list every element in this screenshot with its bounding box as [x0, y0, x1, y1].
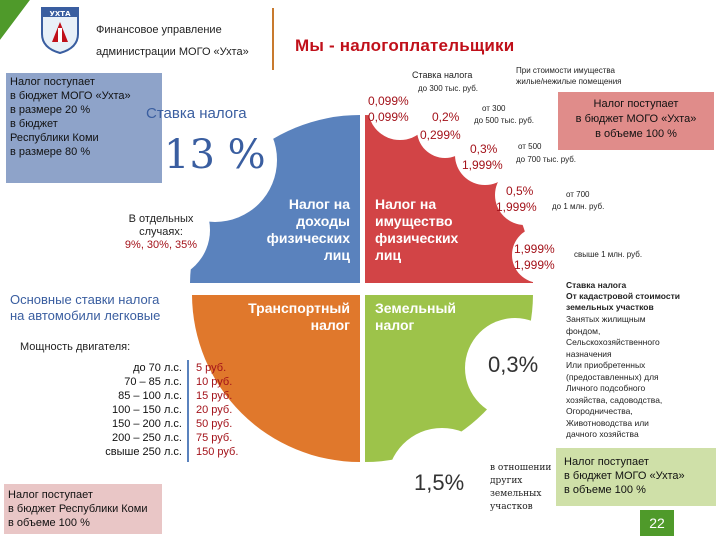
label-line: налог — [375, 317, 415, 333]
caption-line: Ставка налога — [566, 280, 627, 290]
detail-line: Личного подсобного — [566, 383, 646, 393]
tier-range: до 700 тыс. руб. — [516, 155, 577, 164]
tax-rate: 20 руб. — [196, 404, 233, 416]
tier-rate: 1,999% — [462, 158, 503, 172]
caption-line: земельных участков — [566, 302, 654, 312]
engine-power: 200 – 250 л.с. — [111, 432, 182, 444]
special-line: случаях: — [139, 226, 183, 238]
other-line: земельных — [490, 489, 542, 499]
label-line: лиц — [375, 247, 402, 263]
engine-power: 85 – 100 л.с. — [118, 390, 182, 402]
detail-line: Животноводства или — [566, 417, 649, 428]
tax-rate: 150 руб. — [196, 446, 239, 458]
other-line: других — [490, 476, 523, 486]
engine-power: 100 – 150 л.с. — [111, 404, 182, 416]
label-line: физических — [375, 230, 459, 246]
land-details — [566, 314, 662, 441]
tier-range: от 500 — [518, 142, 542, 151]
detail-line: Сельскохозяйственного — [566, 337, 660, 347]
svg-text:УХТА: УХТА — [49, 10, 71, 18]
note-line: Налог поступает — [8, 489, 93, 501]
note-line: в бюджет МОГО «Ухта» — [575, 113, 697, 125]
tier-rate: 0,099% — [368, 94, 409, 108]
label-line: Земельный — [375, 300, 457, 316]
heading-line: на автомобили легковые — [10, 308, 161, 323]
transport-rates-bracket — [187, 360, 189, 462]
income-tax-budget-note — [6, 73, 162, 183]
other-line: участков — [490, 502, 533, 512]
note-line: в бюджет — [10, 118, 58, 130]
detail-line: хозяйства, садоводства, — [566, 394, 663, 405]
org-name-line1: Финансовое управление — [96, 24, 222, 36]
engine-power: 70 – 85 л.с. — [124, 376, 182, 388]
note-line: Налог поступает — [564, 456, 649, 468]
engine-power: до 70 л.с. — [133, 362, 182, 374]
note-line: Налог поступает — [10, 76, 95, 88]
label-line: лиц — [323, 247, 350, 263]
detail-line: Или приобретенных — [566, 360, 646, 370]
land-caption — [566, 280, 680, 313]
transport-heading — [10, 292, 160, 324]
tier-range: от 300 — [482, 104, 506, 113]
detail-line: (предоставленных) для — [566, 371, 659, 382]
engine-power: 150 – 200 л.с. — [111, 418, 182, 430]
income-tax-label — [238, 196, 350, 264]
transport-tax-budget-note — [4, 484, 162, 534]
tier-range: до 500 тыс. руб. — [474, 116, 535, 125]
tax-rate: 10 руб. — [196, 376, 233, 388]
tier-rate: 1,999% — [496, 200, 537, 214]
note-line: в бюджет МОГО «Ухта» — [564, 470, 685, 482]
label-line: Налог на — [288, 196, 350, 212]
label-line: налог — [310, 317, 350, 333]
income-special-note — [112, 213, 210, 252]
land-rate-other: 1,5% — [414, 470, 465, 495]
detail-line: назначения — [566, 348, 612, 359]
land-tax-budget-note — [556, 448, 716, 506]
tax-rate: 50 руб. — [196, 418, 233, 430]
header-divider — [272, 8, 274, 70]
label-line: Налог на — [375, 196, 437, 212]
land-tax-label — [375, 300, 495, 334]
special-line: В отдельных — [128, 213, 194, 225]
property-tax-budget-note — [558, 92, 714, 150]
tier-rate: 0,2% — [432, 110, 460, 124]
tier-rate: 1,999% — [514, 258, 555, 272]
note-line: в размере 20 % — [10, 104, 91, 116]
note-line: в объеме 100 % — [564, 484, 646, 496]
caption-line: От кадастровой стоимости — [566, 291, 680, 301]
property-value-caption2: жилые/нежилые помещения — [516, 77, 622, 86]
detail-line: дачного хозяйства — [566, 429, 639, 439]
note-line: Налог поступает — [593, 98, 679, 110]
tier-rate: 0,299% — [420, 128, 461, 142]
tax-rate: 5 руб. — [196, 362, 227, 374]
label-line: имущество — [375, 213, 453, 229]
note-line: в объеме 100 % — [595, 128, 677, 140]
tier-range: от 700 — [566, 190, 590, 199]
tier-range: до 300 тыс. руб. — [418, 84, 479, 93]
note-line: в размере 80 % — [10, 146, 91, 158]
engine-power: свыше 250 л.с. — [105, 446, 182, 458]
land-other-note — [490, 462, 551, 514]
tier-rate: 0,099% — [368, 110, 409, 124]
income-main-rate: 13 % — [164, 132, 266, 178]
other-line: в отношении — [490, 463, 552, 473]
label-line: физических — [266, 230, 350, 246]
slide-title: Мы - налогоплательщики — [295, 36, 515, 55]
tier-range: до 1 млн. руб. — [552, 202, 605, 211]
tier-rate: 0,3% — [470, 142, 498, 156]
detail-line: Огородничества, — [566, 406, 633, 416]
land-rate-main: 0,3% — [488, 352, 539, 377]
property-rate-caption: Ставка налога — [412, 70, 473, 80]
note-line: Республики Коми — [10, 132, 99, 144]
property-value-caption: При стоимости имущества — [516, 66, 615, 75]
detail-line: фондом, — [566, 325, 601, 336]
page-number: 22 — [640, 510, 674, 536]
tier-range: свыше 1 млн. руб. — [574, 250, 643, 259]
tier-rate: 1,999% — [514, 242, 555, 256]
tier-rate: 0,5% — [506, 184, 534, 198]
label-line: Транспортный — [248, 300, 350, 316]
special-rates: 9%, 30%, 35% — [124, 239, 198, 251]
detail-line: Занятых жилищным — [566, 314, 646, 324]
income-rate-caption: Ставка налога — [146, 105, 247, 122]
note-line: в бюджет МОГО «Ухта» — [10, 90, 131, 102]
tax-rate: 15 руб. — [196, 390, 233, 402]
transport-tax-label — [220, 300, 350, 334]
heading-line: Основные ставки налога — [10, 292, 160, 307]
label-line: доходы — [296, 213, 350, 229]
org-name-line2: администрации МОГО «Ухта» — [96, 46, 249, 58]
city-coat-of-arms — [38, 6, 82, 54]
power-caption: Мощность двигателя: — [20, 341, 131, 353]
note-line: в объеме 100 % — [8, 517, 90, 529]
note-line: в бюджет Республики Коми — [8, 503, 148, 515]
tax-rate: 75 руб. — [196, 432, 233, 444]
property-tax-label — [375, 196, 495, 264]
